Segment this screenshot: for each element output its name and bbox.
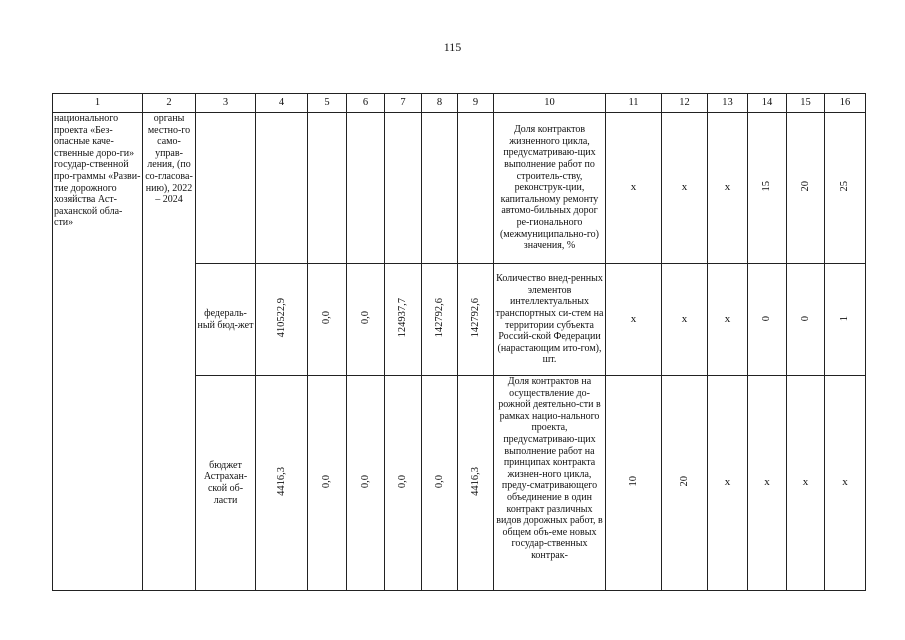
value-cell <box>256 264 308 376</box>
value-cell <box>385 264 422 376</box>
header-cell: 3 <box>196 94 256 113</box>
value-cell <box>347 376 385 591</box>
target-cell <box>787 376 825 591</box>
page-number: 115 <box>443 40 462 54</box>
target-cell <box>606 376 662 591</box>
value-text: 0,0 <box>321 474 333 488</box>
target-cell <box>606 264 662 376</box>
value-text: 0,0 <box>433 474 445 488</box>
target-cell <box>787 264 825 376</box>
value-text: 0,0 <box>397 474 409 488</box>
target-cell <box>787 113 825 264</box>
target-text: x <box>681 181 688 194</box>
header-cell: 14 <box>748 94 787 113</box>
value-text: 0,0 <box>359 474 371 488</box>
value-cell <box>256 113 308 264</box>
value-cell <box>422 113 458 264</box>
target-cell <box>748 264 787 376</box>
value-cell <box>385 113 422 264</box>
header-cell: 15 <box>787 94 825 113</box>
table-row <box>53 113 866 264</box>
target-cell <box>825 264 866 376</box>
target-cell <box>748 113 787 264</box>
target-cell <box>708 264 748 376</box>
project-name-cell: национального проекта «Без-опасные каче-ственные доро-ги» государ-ственной про-граммы «Разви-тие дорожного хозяйства Аст-раханской обла-сти» <box>53 113 143 591</box>
target-cell <box>662 113 708 264</box>
target-text: x <box>724 476 731 489</box>
header-cell: 7 <box>385 94 422 113</box>
funding-source-cell: федераль-ный бюд-жет <box>196 264 256 376</box>
value-cell <box>458 113 494 264</box>
header-cell: 9 <box>458 94 494 113</box>
target-text: x <box>764 476 770 489</box>
target-text: x <box>724 181 731 194</box>
value-text: 4416,3 <box>469 466 481 496</box>
target-cell <box>662 264 708 376</box>
target-text: x <box>724 312 731 325</box>
value-text: 124937,7 <box>397 298 409 338</box>
value-cell <box>308 376 347 591</box>
value-text: 142792,6 <box>469 298 481 338</box>
target-text: x <box>842 476 848 489</box>
value-text: 142792,6 <box>433 298 445 338</box>
value-cell <box>422 264 458 376</box>
target-text: x <box>630 181 637 194</box>
header-cell: 6 <box>347 94 385 113</box>
value-text: 0,0 <box>321 311 333 325</box>
funding-source-cell: бюджет Астрахан-ской об-ласти <box>196 376 256 591</box>
value-cell <box>458 376 494 591</box>
header-cell: 5 <box>308 94 347 113</box>
target-text: 15 <box>761 180 773 192</box>
value-text: 410522,9 <box>275 298 287 338</box>
target-text: 10 <box>627 475 639 487</box>
indicator-cell: Доля контрактов жизненного цикла, предусматриваю-щих выполнение работ по строитель-ству, реконструк-ции, капитальному ремонту автомо-бильных дорог ре-гионального (межмуниципально-го) значения, % <box>494 113 606 264</box>
value-cell <box>347 264 385 376</box>
target-text: 25 <box>839 180 851 192</box>
target-cell <box>748 376 787 591</box>
value-cell <box>385 376 422 591</box>
target-cell <box>662 376 708 591</box>
header-cell: 12 <box>662 94 708 113</box>
indicator-cell: Количество внед-ренных элементов интеллектуальных транспортных си-стем на территории субъекта Россий-ской Федерации (нарастающим ито-гом), шт. <box>494 264 606 376</box>
value-text: 4416,3 <box>275 466 287 496</box>
target-text: 20 <box>799 180 811 192</box>
value-cell <box>308 113 347 264</box>
header-cell: 16 <box>825 94 866 113</box>
target-text: x <box>630 312 637 325</box>
target-text: 0 <box>761 316 773 322</box>
target-text: x <box>802 476 809 489</box>
header-cell: 4 <box>256 94 308 113</box>
value-cell <box>308 264 347 376</box>
value-text: 0,0 <box>359 311 371 325</box>
value-cell <box>256 376 308 591</box>
funding-source-cell <box>196 113 256 264</box>
target-cell <box>606 113 662 264</box>
indicator-cell: Доля контрактов на осуществление до-рожной деятельно-сти в рамках нацио-нального проекта, предусматриваю-щих выполнение работ на принципах контракта жизнен-ного цикла, преду-сматривающего объединение в один контракт различных видов дорожных работ, в общем объ-еме новых государ-ственных контрак- <box>494 376 606 591</box>
header-cell: 2 <box>143 94 196 113</box>
target-text: 1 <box>839 316 851 322</box>
header-cell: 1 <box>53 94 143 113</box>
target-text: 0 <box>799 316 811 322</box>
value-cell <box>458 264 494 376</box>
header-cell: 13 <box>708 94 748 113</box>
header-cell: 10 <box>494 94 606 113</box>
value-cell <box>347 113 385 264</box>
executor-cell: органы местно-го само-управ-ления, (по со-гласова-нию), 2022 – 2024 <box>143 113 196 591</box>
target-cell <box>708 376 748 591</box>
header-cell: 11 <box>606 94 662 113</box>
program-table <box>52 93 866 591</box>
header-row <box>53 94 866 113</box>
target-text: x <box>681 312 688 325</box>
header-cell: 8 <box>422 94 458 113</box>
target-cell <box>708 113 748 264</box>
target-cell <box>825 113 866 264</box>
target-cell <box>825 376 866 591</box>
target-text: 20 <box>678 475 690 487</box>
value-cell <box>422 376 458 591</box>
